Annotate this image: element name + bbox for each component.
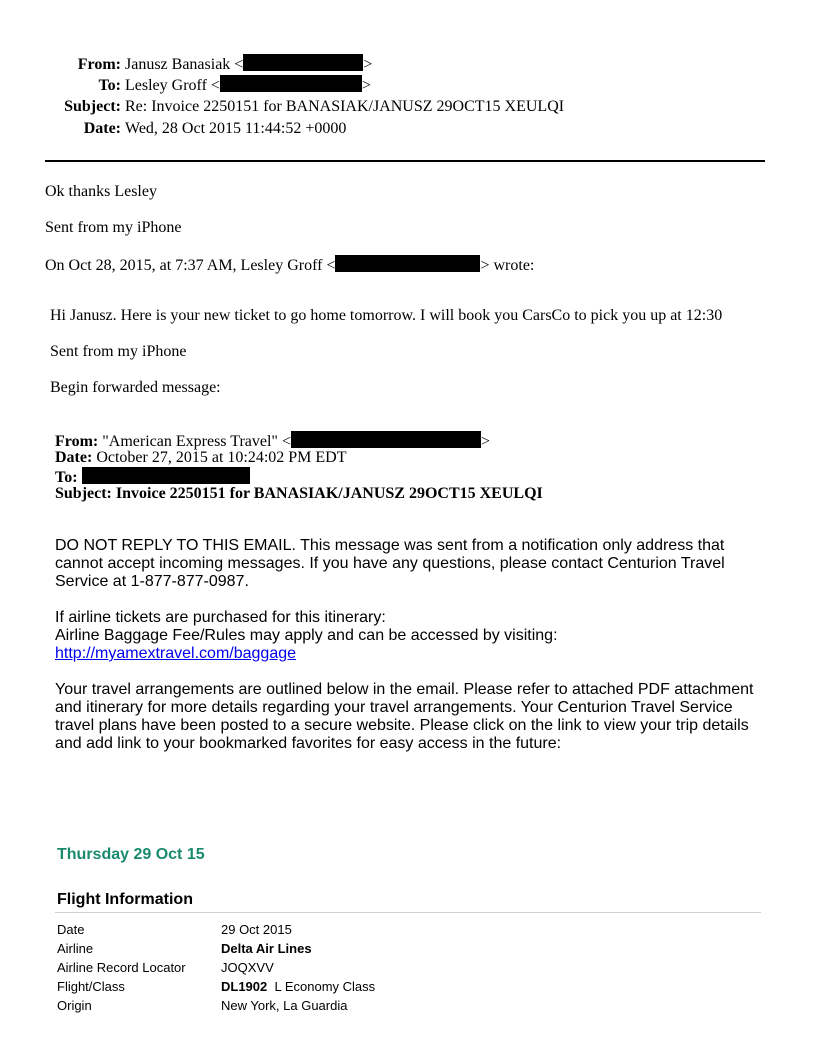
- fwd-date-label: Date:: [55, 449, 93, 466]
- flight-number: DL1902: [221, 979, 268, 994]
- subject-value: Re: Invoice 2250151 for BANASIAK/JANUSZ 29OCT15 XEULQI: [125, 98, 565, 115]
- flight-row-date: [57, 922, 292, 938]
- reply-line-1: Ok thanks Lesley: [45, 183, 157, 200]
- flight-info-heading: Flight Information: [57, 891, 193, 908]
- fwd-from-row: [55, 431, 490, 451]
- fwd-to-label: To:: [55, 469, 78, 486]
- flight-row-label: Airline: [57, 941, 94, 956]
- flight-row-label: Airline Record Locator: [57, 960, 186, 975]
- to-label: To:: [98, 77, 121, 94]
- quote-intro: [45, 255, 534, 276]
- flight-row-label: Date: [57, 922, 85, 937]
- day-heading: Thursday 29 Oct 15: [57, 846, 205, 863]
- baggage-link[interactable]: http://myamextravel.com/baggage: [55, 645, 297, 662]
- from-close: >: [363, 56, 373, 73]
- quoted-line-2: Sent from my iPhone: [50, 343, 187, 360]
- fwd-subject-row: [55, 485, 543, 503]
- header-from-row: [0, 54, 372, 75]
- flight-class: L Economy Class: [274, 979, 376, 994]
- notice-text-1: DO NOT REPLY TO THIS EMAIL. This message was sent from a notification only address that cannot accept incoming messages. If you have any questions, please contact Centurion Travel Service at 1-877-877-0987.: [55, 537, 725, 590]
- flight-row-value: Delta Air Lines: [221, 941, 312, 956]
- redacted-email: [291, 431, 481, 448]
- quote-intro-text: On Oct 28, 2015, at 7:37 AM, Lesley Groff <: [45, 257, 336, 274]
- notice-paragraph-2: [55, 609, 775, 663]
- notice-paragraph-3: [55, 681, 775, 753]
- quoted-line-3: Begin forwarded message:: [50, 379, 221, 396]
- flight-row-origin: [57, 998, 347, 1014]
- redacted-email: [335, 255, 480, 272]
- flight-info-divider: [55, 912, 761, 913]
- redacted-email: [220, 75, 362, 92]
- reply-line-2: Sent from my iPhone: [45, 219, 182, 236]
- flight-row-value: 29 Oct 2015: [221, 922, 292, 937]
- subject-label: Subject:: [64, 98, 121, 115]
- flight-row-airline: [57, 941, 312, 957]
- fwd-subject-label: Subject:: [55, 485, 112, 502]
- fwd-from-label: From:: [55, 433, 99, 450]
- header-to-row: [0, 75, 371, 96]
- header-divider: [45, 160, 765, 162]
- to-name: Lesley Groff <: [125, 77, 220, 94]
- fwd-date-row: [55, 449, 347, 467]
- from-name: Janusz Banasiak <: [125, 56, 244, 73]
- header-subject-row: [0, 97, 564, 117]
- from-label: From:: [77, 56, 121, 73]
- header-date-row: [0, 119, 346, 139]
- baggage-rules: Airline Baggage Fee/Rules may apply and can be accessed by visiting:: [55, 627, 558, 644]
- flight-row-flight-class: [57, 979, 375, 995]
- flight-row-value: JOQXVV: [221, 960, 274, 975]
- fwd-subject-value: Invoice 2250151 for BANASIAK/JANUSZ 29OCT15 XEULQI: [115, 485, 543, 502]
- flight-row-label: Origin: [57, 998, 92, 1013]
- quoted-line-1: Hi Janusz. Here is your new ticket to go home tomorrow. I will book you CarsCo to pick you up at 12:30: [50, 307, 723, 324]
- flight-row-record-locator: [57, 960, 274, 976]
- fwd-from-value: "American Express Travel" <: [102, 433, 291, 450]
- fwd-date-value: October 27, 2015 at 10:24:02 PM EDT: [96, 449, 347, 466]
- flight-row-value: New York, La Guardia: [221, 998, 348, 1013]
- baggage-intro: If airline tickets are purchased for this itinerary:: [55, 609, 386, 626]
- quote-intro-suffix: > wrote:: [480, 257, 535, 274]
- fwd-from-close: >: [480, 433, 490, 450]
- redacted-email: [243, 54, 363, 71]
- notice-text-3: Your travel arrangements are outlined below in the email. Please refer to attached PDF attachment and itinerary for more details regarding your travel arrangements. Your Centurion Travel Service travel plans have been posted to a secure website. Please click on the link to view your trip details and add link to your bookmarked favorites for easy access in the future:: [55, 681, 754, 752]
- date-value: Wed, 28 Oct 2015 11:44:52 +0000: [125, 120, 347, 137]
- redacted-email: [82, 467, 250, 484]
- notice-paragraph-1: [55, 537, 775, 591]
- date-label: Date:: [83, 120, 121, 137]
- fwd-to-row: [55, 467, 250, 487]
- to-close: >: [361, 77, 371, 94]
- flight-row-label: Flight/Class: [57, 979, 125, 994]
